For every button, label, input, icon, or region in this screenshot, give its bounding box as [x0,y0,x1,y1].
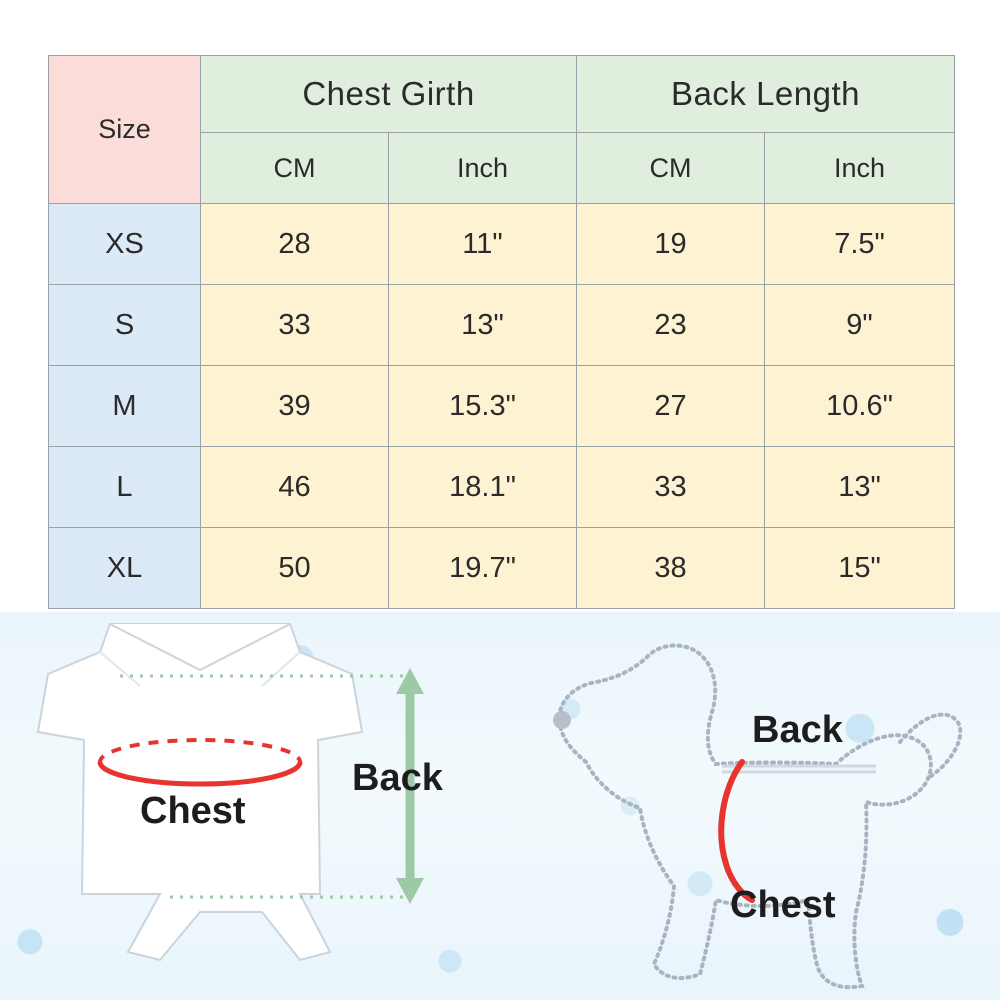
table-row [49,285,955,366]
header-chest-girth: Chest Girth [201,56,577,133]
row-back-cm: 23 [577,285,765,366]
header-chest-inch: Inch [389,133,577,204]
row-chest-cm: 39 [201,366,389,447]
row-chest-inch: 19.7" [389,528,577,609]
dog-outline-illustration [553,646,960,988]
row-back-inch: 7.5" [765,204,955,285]
table-row [49,528,955,609]
row-chest-inch: 18.1" [389,447,577,528]
row-chest-inch: 13" [389,285,577,366]
row-size: S [49,285,201,366]
row-back-cm: 19 [577,204,765,285]
table-row [49,447,955,528]
header-chest-cm: CM [201,133,389,204]
dog-chest-label: Chest [730,884,836,926]
header-back-length: Back Length [577,56,955,133]
header-back-inch: Inch [765,133,955,204]
row-back-cm: 27 [577,366,765,447]
size-chart-table-container [48,55,954,609]
row-chest-cm: 33 [201,285,389,366]
measurement-illustration-panel [0,612,1000,1000]
row-back-inch: 10.6" [765,366,955,447]
row-chest-cm: 46 [201,447,389,528]
row-size: XS [49,204,201,285]
row-chest-inch: 11" [389,204,577,285]
row-size: XL [49,528,201,609]
size-chart-table [48,55,955,609]
row-back-inch: 13" [765,447,955,528]
row-chest-cm: 28 [201,204,389,285]
shirt-back-label: Back [352,757,443,799]
table-row [49,204,955,285]
row-back-cm: 33 [577,447,765,528]
header-size: Size [49,56,201,204]
table-header-row-groups [49,56,955,133]
shirt-chest-label: Chest [140,790,246,832]
row-back-inch: 15" [765,528,955,609]
dog-chest-measure-line [721,762,752,900]
row-chest-inch: 15.3" [389,366,577,447]
row-chest-cm: 50 [201,528,389,609]
dog-back-label: Back [752,709,843,751]
row-back-inch: 9" [765,285,955,366]
header-back-cm: CM [577,133,765,204]
table-row [49,366,955,447]
row-size: M [49,366,201,447]
row-size: L [49,447,201,528]
row-back-cm: 38 [577,528,765,609]
